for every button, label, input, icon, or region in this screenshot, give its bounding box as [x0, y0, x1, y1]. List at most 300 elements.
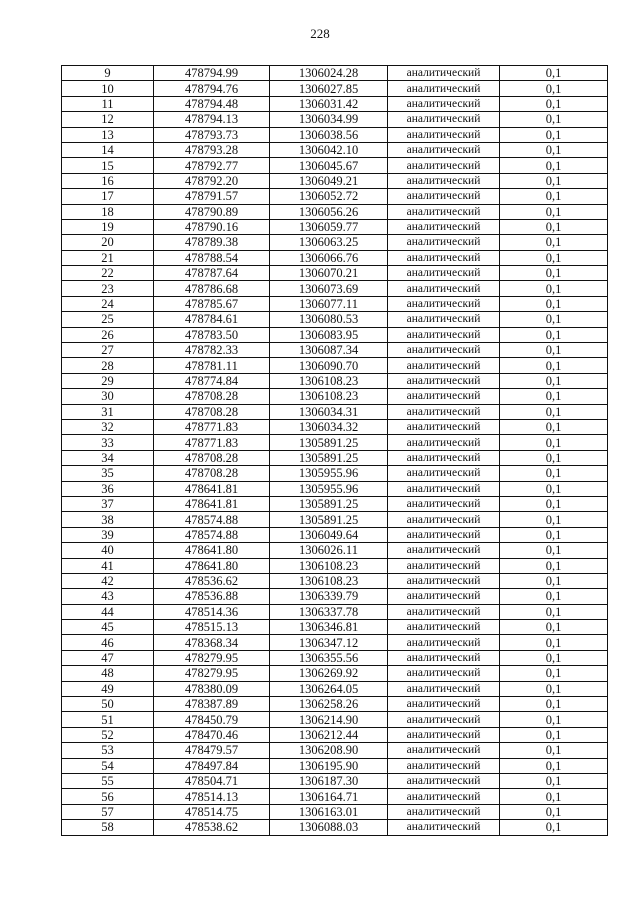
table-row: [62, 820, 608, 835]
accuracy-cell: 0,1: [500, 343, 608, 358]
y-coordinate-cell: 1306269.92: [270, 666, 388, 681]
table-row: [62, 604, 608, 619]
method-cell: аналитический: [388, 666, 500, 681]
x-coordinate-cell: 478514.36: [154, 604, 270, 619]
x-coordinate-cell: 478794.99: [154, 66, 270, 81]
table-row: [62, 235, 608, 250]
point-number-cell: 34: [62, 450, 154, 465]
x-coordinate-cell: 478790.89: [154, 204, 270, 219]
y-coordinate-cell: 1306108.23: [270, 573, 388, 588]
method-cell: аналитический: [388, 312, 500, 327]
x-coordinate-cell: 478783.50: [154, 327, 270, 342]
accuracy-cell: 0,1: [500, 373, 608, 388]
accuracy-cell: 0,1: [500, 635, 608, 650]
y-coordinate-cell: 1306258.26: [270, 697, 388, 712]
accuracy-cell: 0,1: [500, 142, 608, 157]
point-number-cell: 56: [62, 789, 154, 804]
point-number-cell: 51: [62, 712, 154, 727]
x-coordinate-cell: 478538.62: [154, 820, 270, 835]
point-number-cell: 53: [62, 743, 154, 758]
point-number-cell: 42: [62, 573, 154, 588]
accuracy-cell: 0,1: [500, 219, 608, 234]
table-row: [62, 296, 608, 311]
y-coordinate-cell: 1306214.90: [270, 712, 388, 727]
y-coordinate-cell: 1306346.81: [270, 620, 388, 635]
accuracy-cell: 0,1: [500, 804, 608, 819]
accuracy-cell: 0,1: [500, 127, 608, 142]
y-coordinate-cell: 1306090.70: [270, 358, 388, 373]
y-coordinate-cell: 1306045.67: [270, 158, 388, 173]
method-cell: аналитический: [388, 173, 500, 188]
point-number-cell: 39: [62, 527, 154, 542]
x-coordinate-cell: 478792.77: [154, 158, 270, 173]
y-coordinate-cell: 1306049.64: [270, 527, 388, 542]
method-cell: аналитический: [388, 512, 500, 527]
y-coordinate-cell: 1306337.78: [270, 604, 388, 619]
y-coordinate-cell: 1305891.25: [270, 496, 388, 511]
x-coordinate-cell: 478641.80: [154, 543, 270, 558]
method-cell: аналитический: [388, 419, 500, 434]
table-row: [62, 466, 608, 481]
table-row: [62, 281, 608, 296]
method-cell: аналитический: [388, 435, 500, 450]
x-coordinate-cell: 478708.28: [154, 404, 270, 419]
x-coordinate-cell: 478470.46: [154, 727, 270, 742]
method-cell: аналитический: [388, 604, 500, 619]
x-coordinate-cell: 478794.13: [154, 112, 270, 127]
table-row: [62, 419, 608, 434]
table-row: [62, 158, 608, 173]
accuracy-cell: 0,1: [500, 481, 608, 496]
x-coordinate-cell: 478574.88: [154, 527, 270, 542]
point-number-cell: 17: [62, 189, 154, 204]
table-row: [62, 373, 608, 388]
y-coordinate-cell: 1306163.01: [270, 804, 388, 819]
y-coordinate-cell: 1306038.56: [270, 127, 388, 142]
point-number-cell: 15: [62, 158, 154, 173]
table-row: [62, 512, 608, 527]
point-number-cell: 24: [62, 296, 154, 311]
method-cell: аналитический: [388, 127, 500, 142]
y-coordinate-cell: 1306024.28: [270, 66, 388, 81]
x-coordinate-cell: 478790.16: [154, 219, 270, 234]
x-coordinate-cell: 478708.28: [154, 450, 270, 465]
y-coordinate-cell: 1306088.03: [270, 820, 388, 835]
method-cell: аналитический: [388, 697, 500, 712]
point-number-cell: 55: [62, 773, 154, 788]
method-cell: аналитический: [388, 481, 500, 496]
point-number-cell: 23: [62, 281, 154, 296]
point-number-cell: 46: [62, 635, 154, 650]
accuracy-cell: 0,1: [500, 173, 608, 188]
y-coordinate-cell: 1306073.69: [270, 281, 388, 296]
point-number-cell: 13: [62, 127, 154, 142]
accuracy-cell: 0,1: [500, 727, 608, 742]
y-coordinate-cell: 1306264.05: [270, 681, 388, 696]
table-row: [62, 573, 608, 588]
page-number: 228: [310, 26, 330, 41]
y-coordinate-cell: 1306108.23: [270, 558, 388, 573]
accuracy-cell: 0,1: [500, 189, 608, 204]
y-coordinate-cell: 1306066.76: [270, 250, 388, 265]
x-coordinate-cell: 478788.54: [154, 250, 270, 265]
method-cell: аналитический: [388, 450, 500, 465]
y-coordinate-cell: 1306042.10: [270, 142, 388, 157]
method-cell: аналитический: [388, 219, 500, 234]
accuracy-cell: 0,1: [500, 158, 608, 173]
accuracy-cell: 0,1: [500, 543, 608, 558]
y-coordinate-cell: 1306034.99: [270, 112, 388, 127]
point-number-cell: 40: [62, 543, 154, 558]
method-cell: аналитический: [388, 573, 500, 588]
point-number-cell: 10: [62, 81, 154, 96]
accuracy-cell: 0,1: [500, 820, 608, 835]
point-number-cell: 49: [62, 681, 154, 696]
x-coordinate-cell: 478793.73: [154, 127, 270, 142]
accuracy-cell: 0,1: [500, 281, 608, 296]
x-coordinate-cell: 478497.84: [154, 758, 270, 773]
y-coordinate-cell: 1306080.53: [270, 312, 388, 327]
y-coordinate-cell: 1306027.85: [270, 81, 388, 96]
x-coordinate-cell: 478793.28: [154, 142, 270, 157]
table-row: [62, 527, 608, 542]
table-row: [62, 758, 608, 773]
x-coordinate-cell: 478784.61: [154, 312, 270, 327]
table-row: [62, 96, 608, 111]
y-coordinate-cell: 1306077.11: [270, 296, 388, 311]
y-coordinate-cell: 1306212.44: [270, 727, 388, 742]
table-row: [62, 112, 608, 127]
table-row: [62, 189, 608, 204]
method-cell: аналитический: [388, 743, 500, 758]
y-coordinate-cell: 1306034.32: [270, 419, 388, 434]
accuracy-cell: 0,1: [500, 466, 608, 481]
table-row: [62, 404, 608, 419]
method-cell: аналитический: [388, 281, 500, 296]
y-coordinate-cell: 1306083.95: [270, 327, 388, 342]
accuracy-cell: 0,1: [500, 789, 608, 804]
point-number-cell: 57: [62, 804, 154, 819]
y-coordinate-cell: 1305891.25: [270, 512, 388, 527]
point-number-cell: 12: [62, 112, 154, 127]
point-number-cell: 41: [62, 558, 154, 573]
accuracy-cell: 0,1: [500, 558, 608, 573]
accuracy-cell: 0,1: [500, 66, 608, 81]
method-cell: аналитический: [388, 204, 500, 219]
accuracy-cell: 0,1: [500, 773, 608, 788]
accuracy-cell: 0,1: [500, 404, 608, 419]
y-coordinate-cell: 1306056.26: [270, 204, 388, 219]
table-row: [62, 327, 608, 342]
x-coordinate-cell: 478536.88: [154, 589, 270, 604]
method-cell: аналитический: [388, 250, 500, 265]
accuracy-cell: 0,1: [500, 266, 608, 281]
x-coordinate-cell: 478771.83: [154, 419, 270, 434]
x-coordinate-cell: 478368.34: [154, 635, 270, 650]
y-coordinate-cell: 1305891.25: [270, 435, 388, 450]
table-row: [62, 266, 608, 281]
point-number-cell: 19: [62, 219, 154, 234]
x-coordinate-cell: 478782.33: [154, 343, 270, 358]
accuracy-cell: 0,1: [500, 435, 608, 450]
x-coordinate-cell: 478641.81: [154, 481, 270, 496]
x-coordinate-cell: 478789.38: [154, 235, 270, 250]
point-number-cell: 11: [62, 96, 154, 111]
method-cell: аналитический: [388, 66, 500, 81]
y-coordinate-cell: 1306208.90: [270, 743, 388, 758]
y-coordinate-cell: 1306195.90: [270, 758, 388, 773]
table-row: [62, 389, 608, 404]
method-cell: аналитический: [388, 681, 500, 696]
accuracy-cell: 0,1: [500, 697, 608, 712]
method-cell: аналитический: [388, 327, 500, 342]
x-coordinate-cell: 478781.11: [154, 358, 270, 373]
method-cell: аналитический: [388, 727, 500, 742]
coordinates-table-body: [62, 66, 608, 836]
table-row: [62, 789, 608, 804]
y-coordinate-cell: 1306059.77: [270, 219, 388, 234]
table-row: [62, 435, 608, 450]
method-cell: аналитический: [388, 266, 500, 281]
point-number-cell: 25: [62, 312, 154, 327]
x-coordinate-cell: 478574.88: [154, 512, 270, 527]
point-number-cell: 9: [62, 66, 154, 81]
accuracy-cell: 0,1: [500, 496, 608, 511]
coordinates-table: [61, 65, 608, 836]
x-coordinate-cell: 478515.13: [154, 620, 270, 635]
accuracy-cell: 0,1: [500, 666, 608, 681]
x-coordinate-cell: 478641.80: [154, 558, 270, 573]
point-number-cell: 54: [62, 758, 154, 773]
y-coordinate-cell: 1306034.31: [270, 404, 388, 419]
accuracy-cell: 0,1: [500, 389, 608, 404]
table-row: [62, 250, 608, 265]
point-number-cell: 26: [62, 327, 154, 342]
x-coordinate-cell: 478504.71: [154, 773, 270, 788]
accuracy-cell: 0,1: [500, 604, 608, 619]
x-coordinate-cell: 478641.81: [154, 496, 270, 511]
accuracy-cell: 0,1: [500, 573, 608, 588]
method-cell: аналитический: [388, 466, 500, 481]
table-row: [62, 804, 608, 819]
point-number-cell: 31: [62, 404, 154, 419]
table-row: [62, 173, 608, 188]
y-coordinate-cell: 1306087.34: [270, 343, 388, 358]
x-coordinate-cell: 478708.28: [154, 466, 270, 481]
table-row: [62, 219, 608, 234]
y-coordinate-cell: 1305955.96: [270, 481, 388, 496]
method-cell: аналитический: [388, 758, 500, 773]
point-number-cell: 22: [62, 266, 154, 281]
table-row: [62, 81, 608, 96]
x-coordinate-cell: 478279.95: [154, 666, 270, 681]
method-cell: аналитический: [388, 496, 500, 511]
table-row: [62, 496, 608, 511]
y-coordinate-cell: 1305891.25: [270, 450, 388, 465]
x-coordinate-cell: 478786.68: [154, 281, 270, 296]
method-cell: аналитический: [388, 404, 500, 419]
table-row: [62, 727, 608, 742]
table-row: [62, 450, 608, 465]
y-coordinate-cell: 1306347.12: [270, 635, 388, 650]
accuracy-cell: 0,1: [500, 419, 608, 434]
table-row: [62, 358, 608, 373]
accuracy-cell: 0,1: [500, 327, 608, 342]
y-coordinate-cell: 1306031.42: [270, 96, 388, 111]
x-coordinate-cell: 478792.20: [154, 173, 270, 188]
x-coordinate-cell: 478514.75: [154, 804, 270, 819]
table-row: [62, 543, 608, 558]
y-coordinate-cell: 1306187.30: [270, 773, 388, 788]
method-cell: аналитический: [388, 650, 500, 665]
point-number-cell: 47: [62, 650, 154, 665]
method-cell: аналитический: [388, 296, 500, 311]
accuracy-cell: 0,1: [500, 96, 608, 111]
table-row: [62, 204, 608, 219]
table-row: [62, 712, 608, 727]
y-coordinate-cell: 1306049.21: [270, 173, 388, 188]
method-cell: аналитический: [388, 589, 500, 604]
method-cell: аналитический: [388, 543, 500, 558]
x-coordinate-cell: 478536.62: [154, 573, 270, 588]
table-row: [62, 589, 608, 604]
method-cell: аналитический: [388, 358, 500, 373]
point-number-cell: 52: [62, 727, 154, 742]
accuracy-cell: 0,1: [500, 81, 608, 96]
method-cell: аналитический: [388, 158, 500, 173]
method-cell: аналитический: [388, 620, 500, 635]
accuracy-cell: 0,1: [500, 650, 608, 665]
x-coordinate-cell: 478450.79: [154, 712, 270, 727]
point-number-cell: 27: [62, 343, 154, 358]
point-number-cell: 45: [62, 620, 154, 635]
method-cell: аналитический: [388, 373, 500, 388]
method-cell: аналитический: [388, 189, 500, 204]
x-coordinate-cell: 478785.67: [154, 296, 270, 311]
y-coordinate-cell: 1306108.23: [270, 373, 388, 388]
table-row: [62, 558, 608, 573]
method-cell: аналитический: [388, 389, 500, 404]
accuracy-cell: 0,1: [500, 450, 608, 465]
point-number-cell: 58: [62, 820, 154, 835]
table-row: [62, 743, 608, 758]
x-coordinate-cell: 478787.64: [154, 266, 270, 281]
method-cell: аналитический: [388, 635, 500, 650]
accuracy-cell: 0,1: [500, 589, 608, 604]
y-coordinate-cell: 1306052.72: [270, 189, 388, 204]
point-number-cell: 36: [62, 481, 154, 496]
point-number-cell: 30: [62, 389, 154, 404]
accuracy-cell: 0,1: [500, 743, 608, 758]
table-row: [62, 312, 608, 327]
method-cell: аналитический: [388, 804, 500, 819]
point-number-cell: 32: [62, 419, 154, 434]
x-coordinate-cell: 478380.09: [154, 681, 270, 696]
table-row: [62, 481, 608, 496]
accuracy-cell: 0,1: [500, 204, 608, 219]
accuracy-cell: 0,1: [500, 620, 608, 635]
accuracy-cell: 0,1: [500, 512, 608, 527]
table-row: [62, 620, 608, 635]
y-coordinate-cell: 1306026.11: [270, 543, 388, 558]
table-row: [62, 681, 608, 696]
table-row: [62, 66, 608, 81]
accuracy-cell: 0,1: [500, 358, 608, 373]
x-coordinate-cell: 478279.95: [154, 650, 270, 665]
method-cell: аналитический: [388, 81, 500, 96]
point-number-cell: 35: [62, 466, 154, 481]
y-coordinate-cell: 1306070.21: [270, 266, 388, 281]
y-coordinate-cell: 1305955.96: [270, 466, 388, 481]
accuracy-cell: 0,1: [500, 681, 608, 696]
accuracy-cell: 0,1: [500, 527, 608, 542]
point-number-cell: 28: [62, 358, 154, 373]
table-row: [62, 343, 608, 358]
method-cell: аналитический: [388, 235, 500, 250]
table-row: [62, 635, 608, 650]
method-cell: аналитический: [388, 96, 500, 111]
x-coordinate-cell: 478514.13: [154, 789, 270, 804]
method-cell: аналитический: [388, 820, 500, 835]
method-cell: аналитический: [388, 773, 500, 788]
table-row: [62, 142, 608, 157]
y-coordinate-cell: 1306339.79: [270, 589, 388, 604]
x-coordinate-cell: 478479.57: [154, 743, 270, 758]
point-number-cell: 14: [62, 142, 154, 157]
y-coordinate-cell: 1306355.56: [270, 650, 388, 665]
accuracy-cell: 0,1: [500, 235, 608, 250]
accuracy-cell: 0,1: [500, 112, 608, 127]
x-coordinate-cell: 478774.84: [154, 373, 270, 388]
table-row: [62, 697, 608, 712]
x-coordinate-cell: 478771.83: [154, 435, 270, 450]
accuracy-cell: 0,1: [500, 250, 608, 265]
x-coordinate-cell: 478387.89: [154, 697, 270, 712]
point-number-cell: 29: [62, 373, 154, 388]
accuracy-cell: 0,1: [500, 312, 608, 327]
point-number-cell: 38: [62, 512, 154, 527]
x-coordinate-cell: 478791.57: [154, 189, 270, 204]
table-row: [62, 773, 608, 788]
accuracy-cell: 0,1: [500, 758, 608, 773]
x-coordinate-cell: 478794.48: [154, 96, 270, 111]
method-cell: аналитический: [388, 712, 500, 727]
table-row: [62, 127, 608, 142]
y-coordinate-cell: 1306108.23: [270, 389, 388, 404]
method-cell: аналитический: [388, 558, 500, 573]
method-cell: аналитический: [388, 112, 500, 127]
point-number-cell: 48: [62, 666, 154, 681]
x-coordinate-cell: 478794.76: [154, 81, 270, 96]
point-number-cell: 18: [62, 204, 154, 219]
table-row: [62, 650, 608, 665]
point-number-cell: 50: [62, 697, 154, 712]
point-number-cell: 43: [62, 589, 154, 604]
x-coordinate-cell: 478708.28: [154, 389, 270, 404]
accuracy-cell: 0,1: [500, 712, 608, 727]
method-cell: аналитический: [388, 789, 500, 804]
y-coordinate-cell: 1306164.71: [270, 789, 388, 804]
point-number-cell: 33: [62, 435, 154, 450]
accuracy-cell: 0,1: [500, 296, 608, 311]
point-number-cell: 16: [62, 173, 154, 188]
point-number-cell: 37: [62, 496, 154, 511]
point-number-cell: 20: [62, 235, 154, 250]
method-cell: аналитический: [388, 527, 500, 542]
method-cell: аналитический: [388, 343, 500, 358]
point-number-cell: 44: [62, 604, 154, 619]
method-cell: аналитический: [388, 142, 500, 157]
